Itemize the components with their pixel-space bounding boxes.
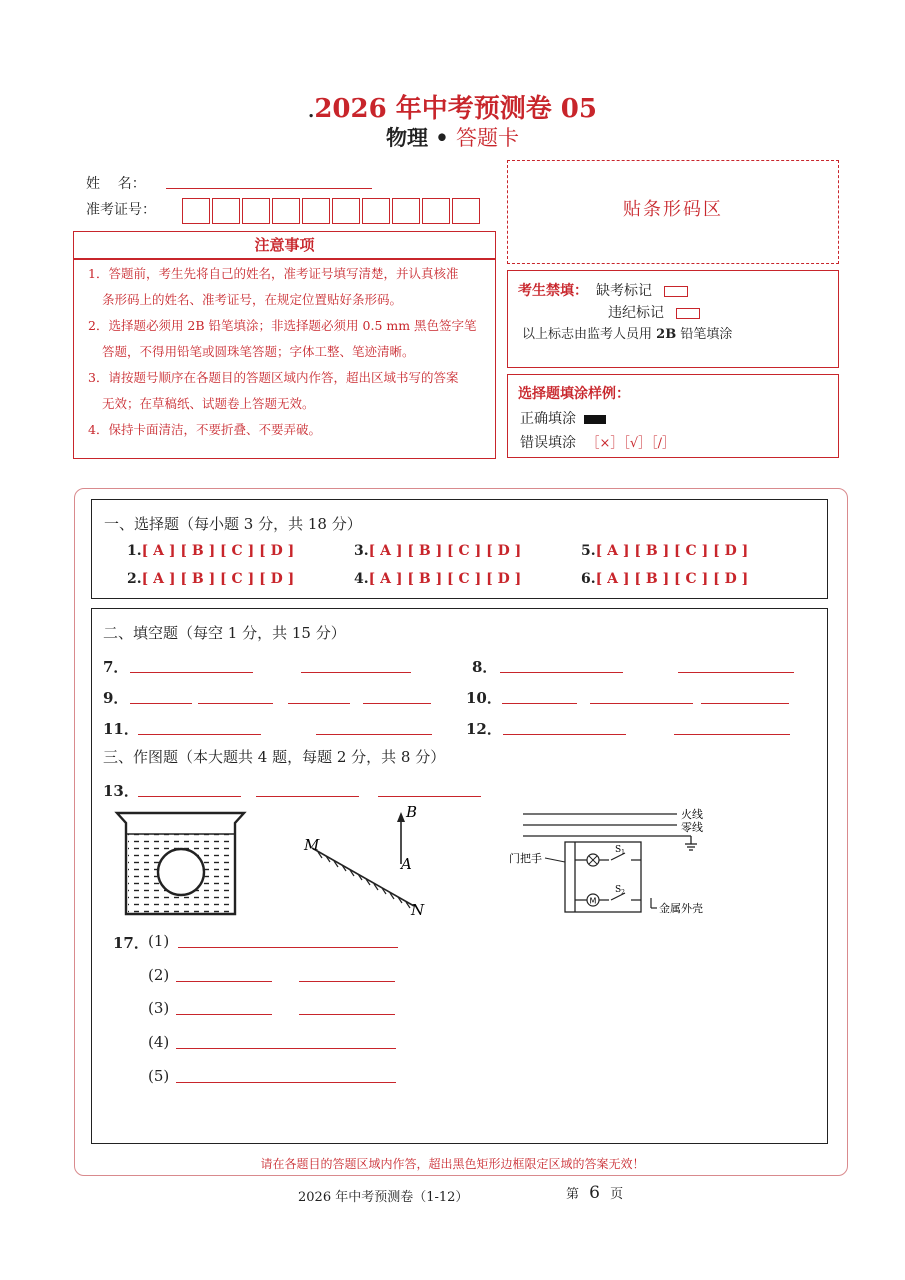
q17-part-4-label: (4) [148,1033,170,1051]
q10-blank-1[interactable] [502,703,577,704]
label-s2: $S_2$ [615,885,625,896]
notice-heading-box [73,231,496,260]
q13-blank-2[interactable] [256,796,359,797]
notice-item-4: 4．保持卡面清洁，不要折叠、不要弄破。 [88,422,321,437]
q8-blank-1[interactable] [500,672,623,673]
barcode-label: 贴条形码区 [623,199,723,220]
notice-item-1b: 条形码上的姓名、准考证号，在规定位置贴好条形码。 [102,292,403,307]
q12-blank-1[interactable] [503,734,626,735]
q17-part-3-blank-1[interactable] [176,1014,272,1015]
fill-example-heading: 选择题填涂样例： [518,386,630,402]
notice-item-2a: 2．选择题必须用 2B 铅笔填涂；非选择题必须用 0.5 mm 黑色签字笔 [88,318,477,333]
subject-label: 物理 [385,125,428,150]
q17-part-4-blank[interactable] [176,1048,396,1049]
q17-part-3-blank-2[interactable] [299,1014,395,1015]
choice-q3[interactable]: 3.[ A ] [ B ] [ C ] [ D ] [354,543,522,559]
absent-mark-box[interactable] [664,286,688,297]
q7-blank-1[interactable] [130,672,253,673]
q13-blank-3[interactable] [378,796,481,797]
subtitle-separator: • [435,125,449,150]
q7-blank-2[interactable] [301,672,411,673]
q11-blank-1[interactable] [138,734,261,735]
q11-blank-2[interactable] [316,734,432,735]
mirror-figure[interactable] [298,802,432,920]
title-text: 2026 年中考预测卷 05 [314,94,597,124]
footer-warning: 请在各题目的答题区域内作答，超出黑色矩形边框限定区域的答案无效！ [260,1157,645,1171]
q17-part-3-label: (3) [148,999,170,1017]
q17-part-2-blank-2[interactable] [299,981,395,982]
q17-part-2-blank-1[interactable] [176,981,272,982]
q8-blank-2[interactable] [678,672,794,673]
forbidden-label: 考生禁填： [518,283,588,299]
label-live-wire: 火线 [681,808,703,821]
violation-mark-box[interactable] [676,308,700,319]
label-M: M [304,836,320,854]
footer-exam-name: 2026 年中考预测卷（1-12） [298,1190,469,1205]
notice-item-3b: 无效；在草稿纸、试题卷上答题无效。 [102,396,315,411]
barcode-area [507,160,839,264]
q17-part-1-blank[interactable] [178,947,398,948]
wrong-fill-marks: ［×］［√］［/］ [586,436,676,451]
notice-item-1a: 1．答题前，考生先将自己的姓名，准考证号填写清楚，并认真核准 [88,266,459,281]
violation-mark: 违纪标记 [608,302,700,322]
section-drawing-title: 三、作图题（本大题共 4 题，每题 2 分，共 8 分） [103,748,446,766]
choice-q5[interactable]: 5.[ A ] [ B ] [ C ] [ D ] [581,543,749,559]
q17-part-1-label: (1) [148,932,170,950]
wrong-fill: 错误填涂 ［×］［√］［/］ [520,435,676,451]
id-label: 准考证号： [86,202,156,218]
absent-mark: 缺考标记 [596,280,688,300]
choice-q2[interactable]: 2.[ A ] [ B ] [ C ] [ D ] [127,571,295,587]
id-number-cells[interactable] [182,198,482,228]
label-neutral-wire: 零线 [681,821,703,834]
choice-q1[interactable]: 1.[ A ] [ B ] [ C ] [ D ] [127,543,295,559]
beaker-figure[interactable] [113,810,248,922]
notice-box [73,258,496,459]
label-A: A [401,855,412,873]
q17-part-5-blank[interactable] [176,1082,396,1083]
label-door-handle: 门把手 [509,852,542,865]
section-fill-title: 二、填空题（每空 1 分，共 15 分） [103,624,346,642]
q9-blank-1[interactable] [130,703,192,704]
forbidden-box [507,270,839,368]
notice-item-3a: 3．请按题号顺序在各题目的答题区域内作答，超出区域书写的答案 [88,370,459,385]
forbidden-note: 以上标志由监考人员用 2B 铅笔填涂 [522,327,733,342]
label-B: B [406,803,418,821]
q17-part-2-label: (2) [148,966,170,984]
page-title [0,88,905,125]
q10-blank-3[interactable] [701,703,789,704]
q10-blank-2[interactable] [590,703,693,704]
q9-number: 9． [103,689,129,707]
section-choice-box [91,499,828,599]
q10-number: 10． [466,689,502,707]
correct-fill-mark [584,415,606,424]
q12-number: 12． [466,720,502,738]
q11-number: 11． [103,720,139,738]
circuit-figure[interactable] [505,804,730,922]
label-s1: $S_1$ [615,845,625,856]
answer-card-label: 答题卡 [456,126,520,150]
notice-item-2b: 答题，不得用铅笔或圆珠笔答题；字体工整、笔迹清晰。 [102,344,415,359]
label-metal-shell: 金属外壳 [659,902,703,915]
fill-example-box [507,374,839,458]
page-subtitle [0,122,905,152]
footer-page: 第 6 页 [566,1183,624,1203]
label-N: N [411,901,425,919]
q8-number: 8． [472,658,498,676]
q17-number: 17． [113,934,149,952]
name-label: 姓 名： [86,176,146,192]
name-field[interactable] [166,188,372,189]
choice-q6[interactable]: 6.[ A ] [ B ] [ C ] [ D ] [581,571,749,587]
correct-fill: 正确填涂 [520,408,606,428]
q9-blank-4[interactable] [363,703,431,704]
choice-q4[interactable]: 4.[ A ] [ B ] [ C ] [ D ] [354,571,522,587]
q9-blank-3[interactable] [288,703,350,704]
q17-part-5-label: (5) [148,1067,170,1085]
q12-blank-2[interactable] [674,734,790,735]
q7-number: 7． [103,658,129,676]
label-motor: M [589,896,597,906]
title-dot: . [308,101,315,122]
section-choice-title: 一、选择题（每小题 3 分，共 18 分） [104,515,362,533]
q13-number: 13． [103,782,139,800]
q9-blank-2[interactable] [198,703,273,704]
q13-blank-1[interactable] [138,796,241,797]
notice-heading: 注意事项 [254,236,315,254]
page-number: 6 [589,1183,600,1203]
